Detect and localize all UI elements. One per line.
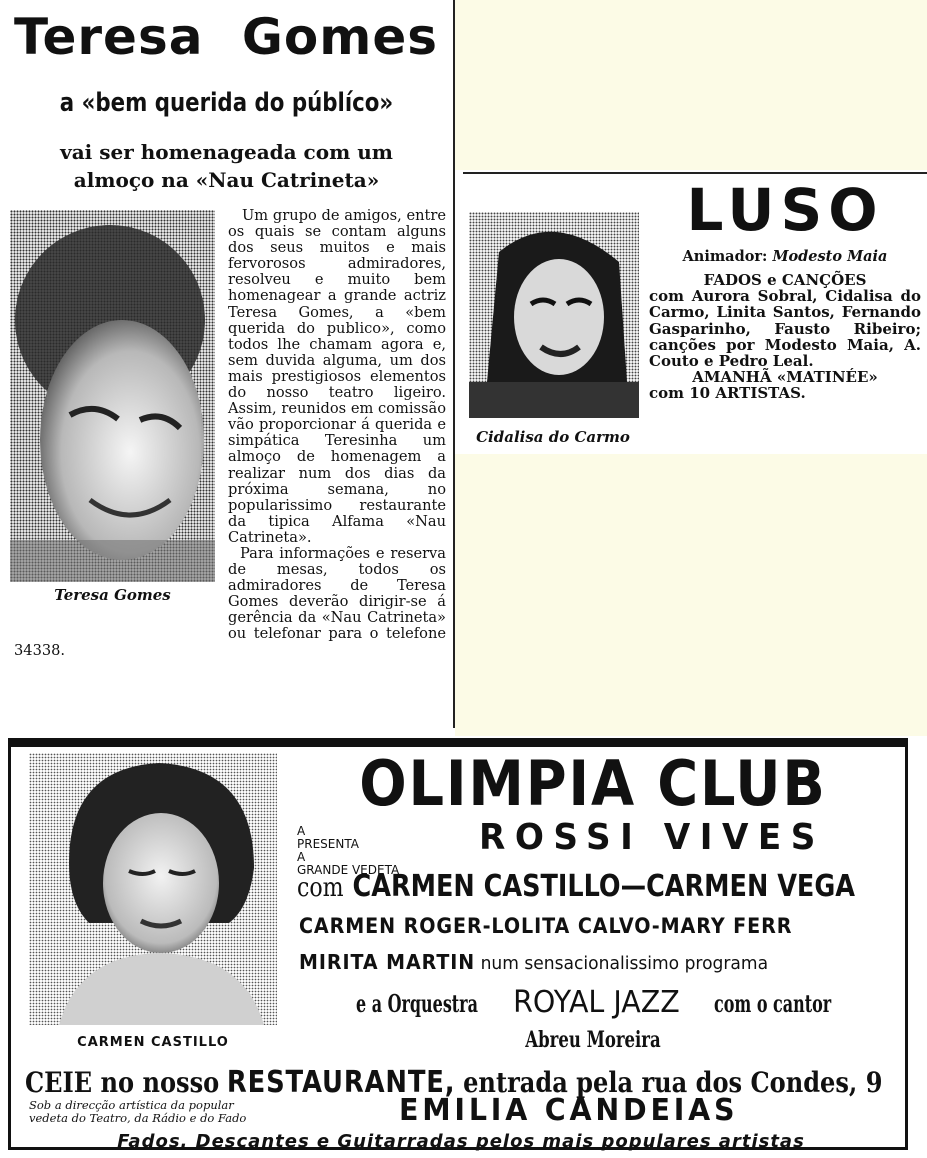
- presenta-word: PRESENTA: [297, 837, 359, 851]
- entrance-text: entrada pela rua dos Condes, 9: [463, 1066, 883, 1099]
- carmen-castillo-photo: [29, 753, 277, 1025]
- star-name: ROSSI VIVES: [479, 817, 825, 858]
- animator-name: Modesto Maia: [772, 248, 888, 265]
- luso-advert: [463, 172, 927, 454]
- artists-names-1: CARMEN CASTILLO—CARMEN VEGA: [352, 869, 856, 904]
- background-area: [455, 0, 927, 170]
- direction-note: [29, 1099, 389, 1125]
- photo-caption: Teresa Gomes: [54, 586, 171, 604]
- orchestra-line: [308, 985, 878, 1020]
- article-paragraph-2: Para informações e reserva de mesas, todos os admiradores de Teresa Gomes deverão dirigir-se á gerência da «Nau Catrineta» ou telefonar para o telefone 34338.: [14, 544, 446, 659]
- article-subheading: [0, 138, 453, 194]
- article-title: Teresa Gomes: [14, 8, 439, 66]
- grande-vedeta-word: GRANDE VEDETA: [297, 863, 400, 877]
- photo-caption: CARMEN CASTILLO: [77, 1035, 229, 1050]
- article-subtitle: a «bem querida do públíco»: [59, 88, 394, 118]
- artists-line-2: CARMEN ROGER-LOLITA CALVO-MARY FERR: [299, 914, 793, 938]
- photo-float-spacer: [14, 208, 228, 628]
- teresa-gomes-article: [0, 0, 455, 728]
- fados-line: FADOS e CANÇÕES: [703, 271, 867, 289]
- article-body: [14, 208, 446, 659]
- ceie-text: CEIE no nosso: [25, 1066, 220, 1099]
- programme-line: [299, 950, 768, 974]
- orchestra-suffix: com o cantor: [713, 989, 832, 1018]
- presenta-a: A: [297, 824, 306, 838]
- direction-line-2: vedeta do Teatro, da Rádio e do Fado: [29, 1111, 247, 1125]
- advert-body: [649, 272, 921, 402]
- background-area: [455, 454, 927, 736]
- artists-line: com 10 ARTISTAS.: [649, 384, 806, 403]
- grande-a: A: [297, 850, 306, 864]
- fados-line: Fados. Descantes e Guitarradas pelos mais populares artistas: [117, 1131, 805, 1152]
- director-name: EMILIA CANDEIAS: [399, 1093, 739, 1128]
- animator-line: [649, 248, 921, 265]
- matinee-line: AMANHÃ «MATINÉE»: [692, 368, 878, 387]
- artist-mirita: MIRITA MARTIN: [299, 950, 476, 974]
- artists-line-1: [297, 869, 856, 904]
- com-word: com: [297, 873, 344, 903]
- photo-caption: Cidalisa do Carmo: [476, 428, 630, 446]
- article-subheading-line-2: almoço na «Nau Catrineta»: [73, 168, 380, 192]
- restaurant-word: RESTAURANTE,: [226, 1065, 456, 1100]
- article-paragraph-1: Um grupo de amigos, entre os quais se contam alguns dos seus muitos e mais fervorosos admiradores, resolveu e muito bem homenagear a grande actriz Teresa Gomes, a «bem querida do publico», como todos lhe chamam agora e, sem duvida alguma, um dos mais prestigiosos elementos do nosso teatro ligeiro. Assim, reunidos em comissão vão proporcionar á querida e simpática Teresinha um almoço de homenagem a realizar num dos dias da próxima semana, no popularissimo restaurante da tipica Alfama «Nau Catrineta».: [228, 207, 446, 546]
- orchestra-prefix: e a Orquestra: [355, 989, 478, 1018]
- advert-title: OLIMPIA CLUB: [359, 747, 827, 820]
- advert-title: LUSO: [686, 176, 884, 244]
- orchestra-name: ROYAL JAZZ: [513, 985, 680, 1020]
- article-subheading-line-1: vai ser homenageada com um: [60, 140, 393, 164]
- direction-line-1: Sob a direcção artística da popular: [29, 1098, 234, 1112]
- olimpia-club-advert: [8, 738, 908, 1150]
- cidalisa-do-carmo-photo: [469, 212, 639, 418]
- programme-text: num sensacionalissimo programa: [480, 953, 769, 974]
- singer-name: Abreu Moreira: [525, 1027, 661, 1053]
- performers-text: com Aurora Sobral, Cidalisa do Carmo, Linita Santos, Fernando Gasparinho, Fausto Ribeiro; canções por Modesto Maia, A. Couto e Pedro Leal.: [649, 287, 921, 371]
- animator-label: Animador:: [682, 248, 768, 265]
